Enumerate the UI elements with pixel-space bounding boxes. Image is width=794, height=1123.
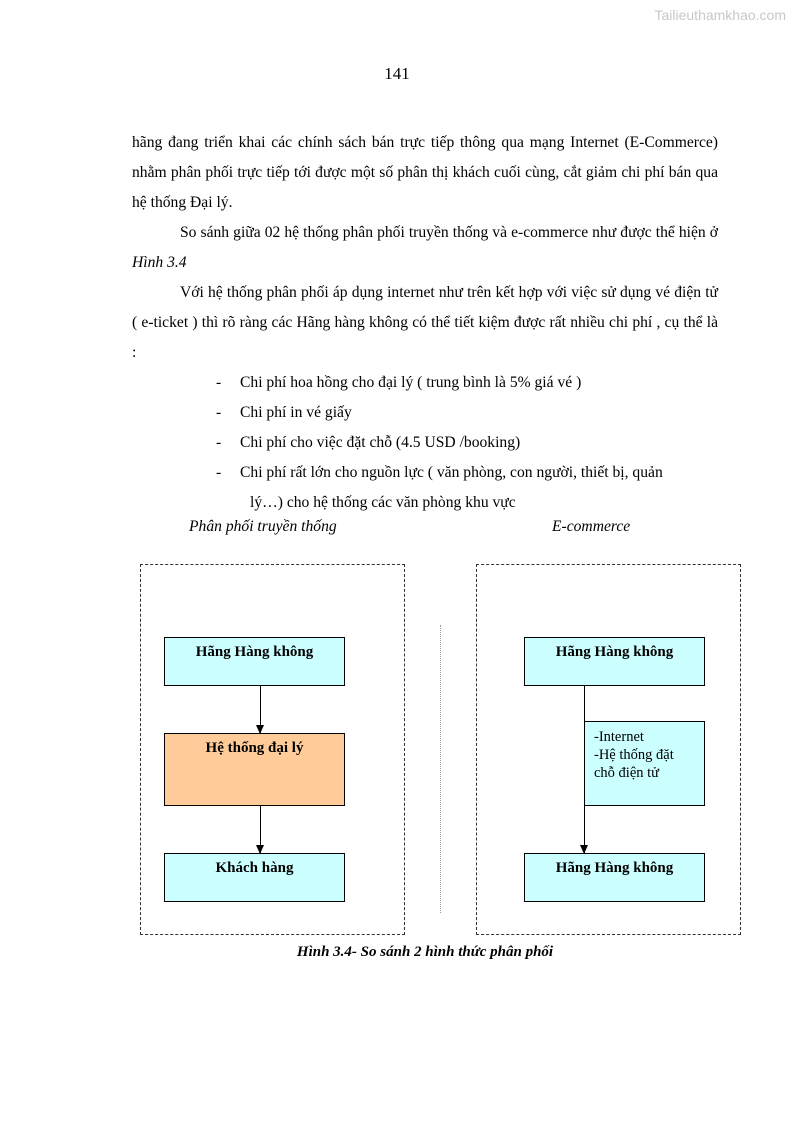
list-item (216, 368, 718, 398)
bullet-dash: - (216, 404, 222, 421)
agency-system-box: Hệ thống đại lý (164, 733, 345, 806)
bullet-dash: - (216, 434, 222, 451)
list-item (216, 458, 718, 518)
figure-reference: Hình 3.4 (132, 254, 187, 271)
paragraph-2 (132, 218, 718, 278)
list-item-continuation: lý…) cho hệ thống các văn phòng khu vực (250, 494, 516, 511)
arrow-airline-to-agency (260, 686, 261, 733)
list-item-text: Chi phí rất lớn cho nguồn lực ( văn phòng, con người, thiết bị, quản (240, 464, 663, 481)
paragraph-1 (132, 128, 718, 218)
ecommerce-title: E-commerce (552, 518, 631, 535)
traditional-distribution-title: Phân phối truyền thống (189, 518, 337, 535)
bullet-dash: - (216, 374, 222, 391)
page-number: 141 (384, 64, 410, 83)
paragraph-2-text (132, 218, 718, 278)
paragraph-3 (132, 278, 718, 368)
customer-box: Khách hàng (164, 853, 345, 902)
list-item (216, 398, 718, 428)
arrow-agency-to-customer (260, 806, 261, 853)
airline-box-right-bottom: Hãng Hàng không (524, 853, 705, 902)
note-line: chỗ điện tử (594, 765, 660, 781)
list-item-text: Chi phí in vé giấy (240, 404, 352, 421)
figure-caption: Hình 3.4- So sánh 2 hình thức phân phối (296, 944, 554, 960)
paragraph-3-text: Với hệ thống phân phối áp dụng internet như trên kết hợp với việc sử dụng vé điện tử ( e-ticket ) thì rõ ràng các Hãng hàng không có thể tiết kiệm được rất nhiều chi phí , cụ thể là : (132, 284, 718, 361)
paragraph-1-text: hãng đang triển khai các chính sách bán trực tiếp thông qua mạng Internet (E-Commerce) nhằm phân phối trực tiếp tới được một số phân thị khách cuối cùng, cắt giảm chi phí bán qua hệ thống Đại lý. (132, 134, 718, 211)
note-line: -Hệ thống đặt (594, 747, 674, 763)
airline-box-left: Hãng Hàng không (164, 637, 345, 686)
note-line: -Internet (594, 729, 644, 745)
bullet-dash: - (216, 464, 222, 481)
list-item-text: Chi phí cho việc đặt chỗ (4.5 USD /booking) (240, 434, 521, 451)
airline-box-right-top: Hãng Hàng không (524, 637, 705, 686)
list-item (216, 428, 718, 458)
list-item-text: Chi phí hoa hồng cho đại lý ( trung bình là 5% giá vé ) (240, 374, 582, 391)
cost-list (216, 368, 718, 518)
paragraph-2-main: So sánh giữa 02 hệ thống phân phối truyền thống và e-commerce như được thể hiện ở (180, 224, 718, 241)
panel-divider (440, 625, 441, 913)
internet-booking-box (584, 721, 705, 806)
watermark: Tailieuthamkhao.com (654, 7, 786, 23)
